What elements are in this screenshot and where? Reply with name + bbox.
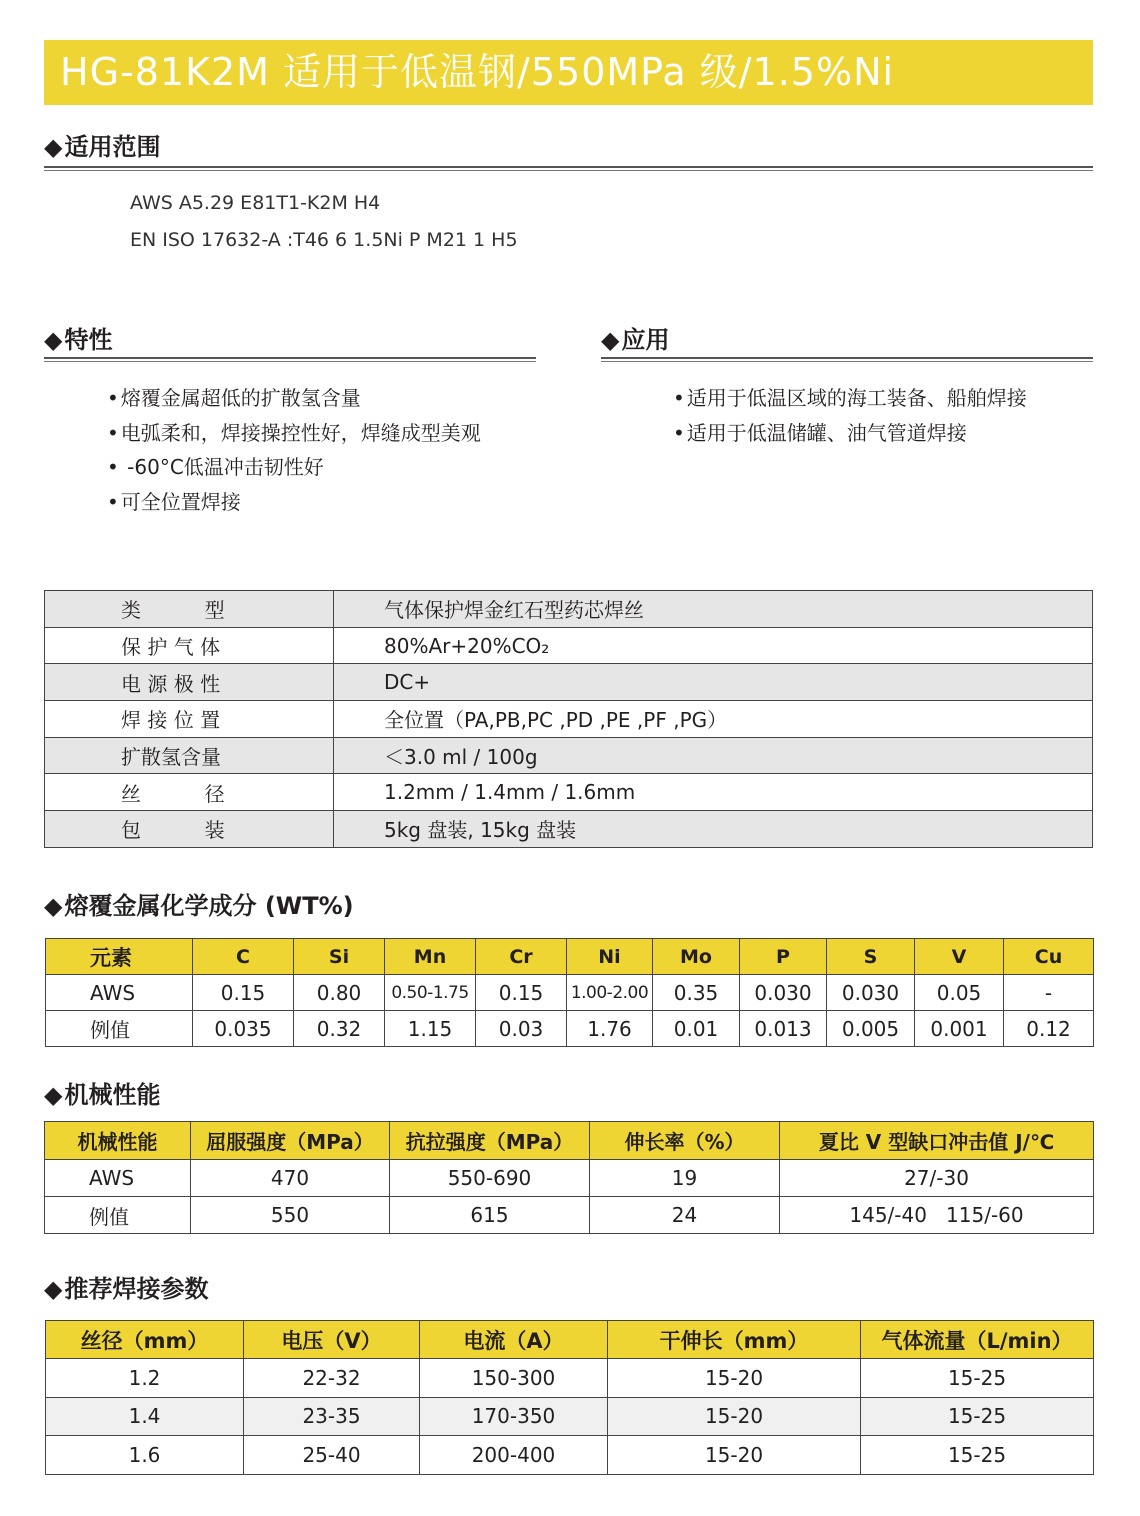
table-header-row <box>45 1122 1094 1160</box>
table-row <box>45 774 1093 811</box>
diamond-icon: ◆ <box>44 1275 63 1303</box>
column-header: V <box>915 939 1004 975</box>
section-heading-chemistry <box>44 891 354 921</box>
section-heading-mechanical-label: 机械性能 <box>64 1081 161 1109</box>
info-value: 气体保护焊金红石型药芯焊丝 <box>334 591 1093 628</box>
table-cell: 24 <box>590 1197 780 1234</box>
page-title: HG-81K2M 适用于低温钢/550MPa 级/1.5%Ni <box>44 40 1093 105</box>
list-item: • 电弧柔和，焊接操控性好，焊缝成型美观 <box>107 420 481 445</box>
table-cell: 25-40 <box>244 1436 420 1475</box>
table-cell: - <box>1004 975 1094 1011</box>
section-heading-parameters <box>44 1274 208 1304</box>
section-heading-scope <box>44 132 160 162</box>
bullet-icon: • <box>107 386 119 410</box>
info-value: DC+ <box>334 664 1093 701</box>
column-header: Mo <box>653 939 740 975</box>
section-heading-chemistry-label: 熔覆金属化学成分 (WT%) <box>64 892 354 920</box>
table-row <box>46 1436 1094 1475</box>
table-row <box>45 701 1093 738</box>
table-row <box>45 664 1093 701</box>
table-cell: 150-300 <box>420 1359 608 1398</box>
section-divider <box>601 357 1093 362</box>
column-header: 屈服强度（MPa） <box>191 1122 390 1160</box>
table-cell: 15-20 <box>608 1359 861 1398</box>
column-header: Cu <box>1004 939 1094 975</box>
standard-line: EN ISO 17632-A :T46 6 1.5Ni P M21 1 H5 <box>130 229 518 251</box>
table-cell: 0.035 <box>193 1011 294 1047</box>
table-row <box>46 1011 1094 1047</box>
section-heading-features-label: 特性 <box>64 326 113 354</box>
column-header: Mn <box>385 939 476 975</box>
table-cell: 0.50-1.75 <box>385 975 476 1011</box>
section-heading-application <box>601 325 669 355</box>
table-cell: 15-25 <box>861 1359 1094 1398</box>
table-row <box>45 1160 1094 1197</box>
table-cell: 0.001 <box>915 1011 1004 1047</box>
info-key: 丝 径 <box>45 774 334 811</box>
table-cell: 550 <box>191 1197 390 1234</box>
table-cell: 0.030 <box>827 975 915 1011</box>
table-cell: 170-350 <box>420 1397 608 1436</box>
applications-list <box>673 381 1027 450</box>
table-cell: 0.01 <box>653 1011 740 1047</box>
table-cell: 15-25 <box>861 1397 1094 1436</box>
column-header: 伸长率（%） <box>590 1122 780 1160</box>
column-header: 气体流量（L/min） <box>861 1321 1094 1359</box>
list-item: • 可全位置焊接 <box>107 489 241 514</box>
bullet-icon: • <box>107 420 119 445</box>
diamond-icon: ◆ <box>601 326 620 354</box>
table-cell: 1.15 <box>385 1011 476 1047</box>
list-item: • 适用于低温区域的海工装备、船舶焊接 <box>673 386 1027 410</box>
table-cell: 0.030 <box>740 975 827 1011</box>
column-header: 元素 <box>46 939 193 975</box>
section-heading-mechanical <box>44 1080 160 1110</box>
mechanical-properties-table <box>44 1121 1094 1234</box>
bullet-icon: • <box>673 386 685 410</box>
table-cell: 15-25 <box>861 1436 1094 1475</box>
column-header: 丝径（mm） <box>46 1321 244 1359</box>
info-value: 5kg 盘装, 15kg 盘装 <box>334 811 1093 848</box>
table-cell: 例值 <box>46 1011 193 1047</box>
table-cell: 550-690 <box>390 1160 590 1197</box>
table-cell: 0.15 <box>193 975 294 1011</box>
column-header: 机械性能 <box>45 1122 191 1160</box>
info-key: 类 型 <box>45 591 334 628</box>
table-row <box>46 975 1094 1011</box>
info-value: ＜3.0 ml / 100g <box>334 737 1093 774</box>
column-header: P <box>740 939 827 975</box>
table-cell: 145/-40 115/-60 <box>780 1197 1094 1234</box>
table-header-row <box>46 939 1094 975</box>
table-row <box>45 591 1093 628</box>
column-header: 干伸长（mm） <box>608 1321 861 1359</box>
table-cell: 0.35 <box>653 975 740 1011</box>
table-cell: 0.12 <box>1004 1011 1094 1047</box>
table-header-row <box>46 1321 1094 1359</box>
info-value: 1.2mm / 1.4mm / 1.6mm <box>334 774 1093 811</box>
diamond-icon: ◆ <box>44 326 63 354</box>
column-header: 电压（V） <box>244 1321 420 1359</box>
table-cell: 23-35 <box>244 1397 420 1436</box>
list-item: • 适用于低温储罐、油气管道焊接 <box>673 420 967 445</box>
table-cell: 例值 <box>45 1197 191 1234</box>
column-header: Cr <box>476 939 567 975</box>
section-heading-features <box>44 325 112 355</box>
bullet-icon: • <box>107 455 119 479</box>
table-cell: 0.013 <box>740 1011 827 1047</box>
section-divider <box>44 166 1093 171</box>
table-cell: 200-400 <box>420 1436 608 1475</box>
column-header: 电流（A） <box>420 1321 608 1359</box>
table-cell: 19 <box>590 1160 780 1197</box>
table-row <box>45 1197 1094 1234</box>
features-list <box>107 381 481 519</box>
table-row <box>45 737 1093 774</box>
table-cell: 1.6 <box>46 1436 244 1475</box>
list-item: • -60°C低温冲击韧性好 <box>107 455 324 479</box>
diamond-icon: ◆ <box>44 1081 63 1109</box>
diamond-icon: ◆ <box>44 892 63 920</box>
table-cell: 0.15 <box>476 975 567 1011</box>
table-cell: 0.80 <box>294 975 385 1011</box>
table-cell: 615 <box>390 1197 590 1234</box>
table-cell: 15-20 <box>608 1436 861 1475</box>
table-cell: 1.4 <box>46 1397 244 1436</box>
info-key: 电 源 极 性 <box>45 664 334 701</box>
table-row <box>45 627 1093 664</box>
column-header: Si <box>294 939 385 975</box>
diamond-icon: ◆ <box>44 133 63 161</box>
table-row <box>46 1359 1094 1398</box>
table-cell: 15-20 <box>608 1397 861 1436</box>
section-heading-parameters-label: 推荐焊接参数 <box>64 1275 209 1303</box>
table-cell: 1.76 <box>567 1011 653 1047</box>
table-cell: 470 <box>191 1160 390 1197</box>
list-item: • 熔覆金属超低的扩散氢含量 <box>107 386 361 410</box>
table-cell: 0.05 <box>915 975 1004 1011</box>
product-info-table <box>44 590 1093 848</box>
standard-line: AWS A5.29 E81T1-K2M H4 <box>130 192 381 214</box>
section-heading-scope-label: 适用范围 <box>64 133 161 161</box>
column-header: 抗拉强度（MPa） <box>390 1122 590 1160</box>
column-header: 夏比 V 型缺口冲击值 J/℃ <box>780 1122 1094 1160</box>
bullet-icon: • <box>673 420 685 445</box>
table-row <box>46 1397 1094 1436</box>
column-header: S <box>827 939 915 975</box>
table-cell: 0.32 <box>294 1011 385 1047</box>
table-cell: 0.03 <box>476 1011 567 1047</box>
info-value: 80%Ar+20%CO₂ <box>334 627 1093 664</box>
table-cell: AWS <box>46 975 193 1011</box>
bullet-icon: • <box>107 489 119 514</box>
table-cell: 22-32 <box>244 1359 420 1398</box>
table-cell: 1.00-2.00 <box>567 975 653 1011</box>
info-key: 扩散氢含量 <box>45 737 334 774</box>
table-cell: AWS <box>45 1160 191 1197</box>
info-value: 全位置（PA,PB,PC ,PD ,PE ,PF ,PG） <box>334 701 1093 738</box>
table-row <box>45 811 1093 848</box>
section-heading-application-label: 应用 <box>621 326 670 354</box>
section-divider <box>44 357 536 362</box>
table-cell: 0.005 <box>827 1011 915 1047</box>
welding-parameters-table <box>45 1320 1094 1475</box>
column-header: C <box>193 939 294 975</box>
info-key: 保 护 气 体 <box>45 627 334 664</box>
table-cell: 1.2 <box>46 1359 244 1398</box>
table-cell: 27/-30 <box>780 1160 1094 1197</box>
chemical-composition-table <box>45 938 1094 1047</box>
column-header: Ni <box>567 939 653 975</box>
info-key: 包 装 <box>45 811 334 848</box>
info-key: 焊 接 位 置 <box>45 701 334 738</box>
